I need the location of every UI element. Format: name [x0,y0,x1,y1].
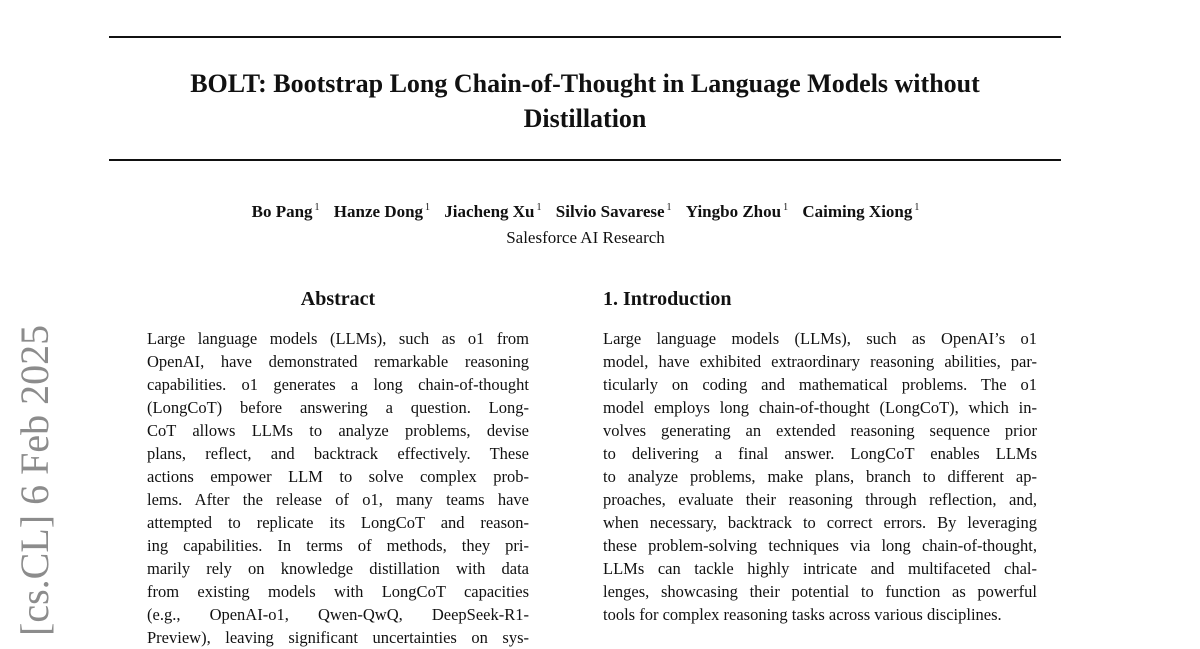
intro-line: when necessary, backtrack to correct errors. By leveraging [603,513,1037,532]
intro-line: proaches, evaluate their reasoning through reflection, and, [603,490,1037,509]
intro-line: model, have exhibited extraordinary reasoning abilities, par- [603,352,1037,371]
abstract-line: Large language models (LLMs), such as o1 from [147,329,529,348]
abstract-line: OpenAI, have demonstrated remarkable reasoning [147,352,529,371]
author-name: Caiming Xiong [802,202,913,221]
abstract-line: Preview), leaving significant uncertainties on sys- [147,628,529,647]
abstract-line: actions empower LLM to solve complex prob- [147,467,529,486]
intro-line: model employs long chain-of-thought (LongCoT), which in- [603,398,1037,417]
affiliation-mark: 1 [914,202,920,213]
abstract-line: from existing models with LongCoT capacities [147,582,529,601]
introduction-body [603,327,1037,626]
affiliation: Salesforce AI Research [506,228,665,247]
author-name: Yingbo Zhou [685,202,782,221]
abstract-line: marily rely on knowledge distillation with data [147,559,529,578]
intro-line: lenges, showcasing their potential to function as powerful [603,582,1037,601]
author-list [0,202,1171,222]
title-line: BOLT: Bootstrap Long Chain-of-Thought in Language Models without [190,69,980,98]
intro-line: Large language models (LLMs), such as OpenAI’s o1 [603,329,1037,348]
abstract-line: ing capabilities. In terms of methods, they pri- [147,536,529,555]
arxiv-stamp: [cs.CL] 6 Feb 2025 [12,324,57,636]
author [686,202,788,222]
abstract-line: (e.g., OpenAI-o1, Qwen-QwQ, DeepSeek-R1- [147,605,529,624]
author [802,202,919,222]
intro-line: ticularly on coding and mathematical problems. The o1 [603,375,1037,394]
abstract-line: CoT allows LLMs to analyze problems, devise [147,421,529,440]
author [444,202,541,222]
author-name: Silvio Savarese [555,202,665,221]
paper-title [109,66,1061,136]
affiliation-mark: 1 [666,202,672,213]
author-name: Hanze Dong [333,202,424,221]
abstract-line: lems. After the release of o1, many teams have [147,490,529,509]
abstract-line: attempted to replicate its LongCoT and reason- [147,513,529,532]
author [334,202,430,222]
intro-line: to analyze problems, make plans, branch to different ap- [603,467,1037,486]
abstract-line: capabilities. o1 generates a long chain-of-thought [147,375,529,394]
title-top-rule [109,36,1061,38]
author [556,202,672,222]
abstract-line: (LongCoT) before answering a question. Long- [147,398,529,417]
intro-line: volves generating an extended reasoning sequence prior [603,421,1037,440]
title-line: Distillation [523,104,647,133]
title-bottom-rule [109,159,1061,161]
intro-line: these problem-solving techniques via long chain-of-thought, [603,536,1037,555]
author-name: Jiacheng Xu [444,202,535,221]
author [252,202,320,222]
affiliation-mark: 1 [536,202,542,213]
abstract-body [147,327,529,649]
intro-line: LLMs can tackle highly intricate and multifaceted chal- [603,559,1037,578]
author-name: Bo Pang [251,202,313,221]
intro-line: to delivering a final answer. LongCoT enables LLMs [603,444,1037,463]
abstract-heading: Abstract [300,288,376,310]
affiliation-mark: 1 [425,202,431,213]
intro-line: tools for complex reasoning tasks across various disciplines. [603,605,1002,624]
affiliation-mark: 1 [314,202,320,213]
introduction-heading: 1. Introduction [603,288,732,310]
abstract-line: plans, reflect, and backtrack effectively. These [147,444,529,463]
affiliation-mark: 1 [783,202,789,213]
